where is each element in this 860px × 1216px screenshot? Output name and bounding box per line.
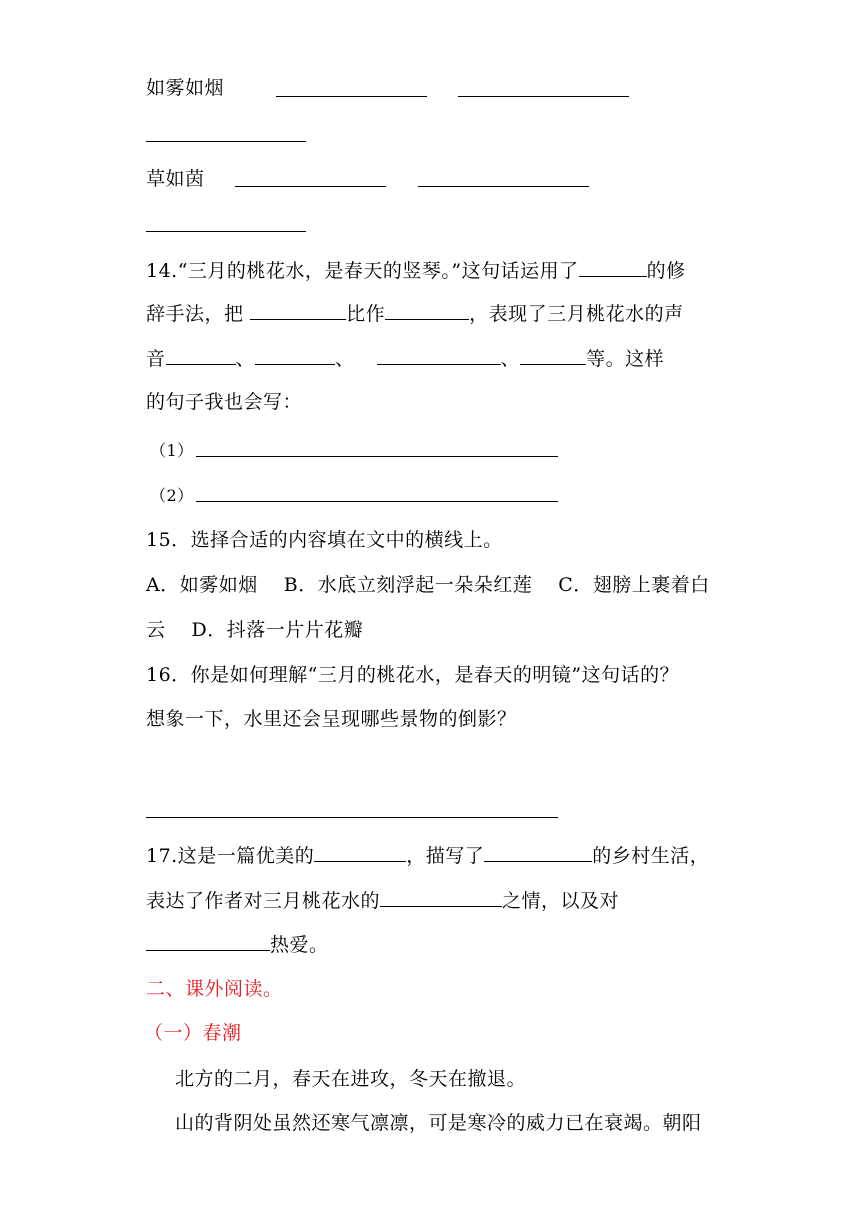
q15-options-line1: A．如雾如烟 B．水底立刻浮起一朵朵红莲 C．翅膀上裹着白 (146, 574, 710, 596)
q14-item-1-blank[interactable] (196, 456, 558, 457)
q14-blank-sound-4[interactable] (520, 346, 586, 365)
q13-row2-blank-1[interactable] (235, 186, 386, 187)
q17-text: 表达了作者对三月桃花水的 (146, 890, 381, 912)
q13-row2-blank-3[interactable] (146, 231, 306, 232)
q14-text: 等。这样 (586, 348, 665, 370)
section-heading: 二、课外阅读。 (146, 978, 283, 1000)
q17-blank-genre[interactable] (314, 843, 406, 862)
q14-line3 (146, 346, 664, 371)
q15-options-line2: 云 D．抖落一片片花瓣 (146, 619, 364, 641)
q14-line4: 的句子我也会写： (146, 391, 303, 413)
q14-item-2 (150, 484, 194, 508)
q13-row2-label: 草如茵 (146, 168, 205, 190)
q17-text: 的乡村生活， (592, 845, 710, 867)
q14-line2 (146, 301, 684, 326)
q14-blank-sound-2[interactable] (255, 346, 335, 365)
q14-blank-rhetoric[interactable] (579, 258, 647, 277)
q17-blank-love[interactable] (146, 932, 270, 951)
q14-text: 的修 (646, 260, 686, 282)
section-sub-heading: （一）春潮 (144, 1022, 242, 1044)
q14-item-1 (150, 439, 194, 463)
reading-paragraph-2: 山的背阴处虽然还寒气凛凛，可是寒冷的威力已在衰竭。朝阳 (175, 1112, 702, 1134)
q14-separator: 、 (235, 348, 256, 370)
q13-row1-label: 如雾如烟 (146, 77, 225, 99)
q14-text: 14.“三月的桃花水，是春天的竖琴。”这句话运用了 (146, 260, 579, 282)
q17-line3 (146, 932, 329, 957)
reading-paragraph-1: 北方的二月，春天在进攻，冬天在撤退。 (175, 1068, 527, 1090)
q17-line1 (146, 843, 709, 868)
q14-text: ，表现了三月桃花水的声 (469, 303, 684, 325)
q17-text: 17.这是一篇优美的 (146, 845, 315, 867)
q14-item-number: （1） (150, 441, 194, 460)
q17-blank-feeling[interactable] (380, 888, 502, 907)
q13-row2-blank-2[interactable] (418, 186, 589, 187)
q16-line1: 16．你是如何理解“三月的桃花水，是春天的明镜”这句话的？ (146, 664, 680, 686)
q14-blank-sound-1[interactable] (166, 346, 236, 365)
q13-row1-blank-1[interactable] (276, 96, 427, 97)
q14-text: 比作 (346, 303, 386, 325)
q14-item-2-blank[interactable] (196, 501, 558, 502)
q14-item-number: （2） (150, 486, 194, 505)
q17-text: 之情，以及对 (502, 890, 620, 912)
q17-line2 (146, 888, 619, 913)
q16-line2: 想象一下，水里还会呈现哪些景物的倒影？ (146, 708, 517, 730)
q14-blank-subject[interactable] (250, 301, 346, 320)
q14-text: 辞手法，把 (146, 303, 244, 325)
q14-blank-compared[interactable] (385, 301, 469, 320)
q17-text: ，描写了 (406, 845, 485, 867)
q16-answer-blank[interactable] (146, 817, 558, 818)
q14-line1 (146, 258, 686, 283)
q14-blank-sound-3[interactable] (377, 346, 501, 365)
q13-row1-blank-3[interactable] (146, 141, 306, 142)
q14-separator: 、 (500, 348, 521, 370)
q17-blank-life[interactable] (484, 843, 592, 862)
q15-prompt: 15．选择合适的内容填在文中的横线上。 (146, 529, 503, 551)
q14-text: 音 (146, 348, 166, 370)
q13-row1-blank-2[interactable] (458, 96, 629, 97)
q14-separator: 、 (335, 348, 355, 370)
q17-text: 热爱。 (270, 934, 329, 956)
